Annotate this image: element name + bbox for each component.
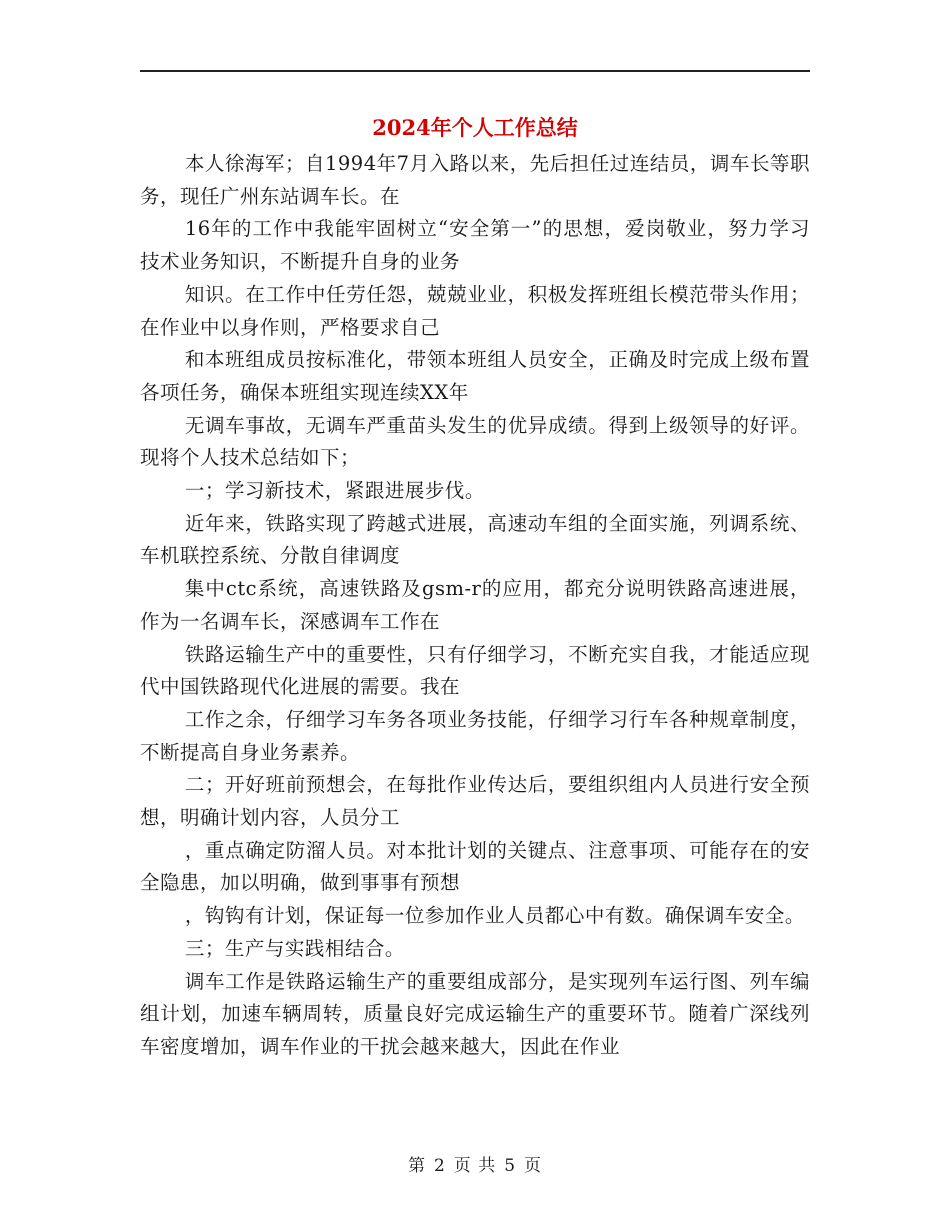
section-heading: 三；生产与实践相结合。 [184,936,405,960]
footer-prefix: 第 [407,1156,426,1176]
paragraph: 工作之余，仔细学习车务各项业务技能，仔细学习行车各种规章制度，不断提高自身业务素养。 [140,707,810,764]
total-pages-number: 5 [504,1156,517,1176]
footer-suffix: 页 [524,1156,543,1176]
footer-middle: 页 共 [453,1156,497,1176]
paragraph: 调车工作是铁路运输生产的重要组成部分，是实现列车运行图、列车编组计划，加速车辆周转，质量良好完成运输生产的重要环节。随着广深线列车密度增加，调车作业的干扰会越来越大，因此在作业 [140,969,810,1058]
paragraph: 无调车事故，无调车严重苗头发生的优异成绩。得到上级领导的好评。现将个人技术总结如下； [140,413,810,470]
paragraph: 和本班组成员按标准化，带领本班组人员安全，正确及时完成上级布置各项任务，确保本班组实现连续XX年 [140,348,810,404]
paragraph: 近年来，铁路实现了跨越式进展，高速动车组的全面实施，列调系统、车机联控系统、分散自律调度 [140,511,810,568]
paragraph: 本人徐海军；自1994年7月入路以来，先后担任过连结员，调车长等职务，现任广州东站调车长。在 [140,152,810,208]
header-rule [140,70,810,72]
paragraph: 集中ctc系统，高速铁路及gsm-r的应用，都充分说明铁路高速进展，作为一名调车长，深感调车工作在 [140,577,810,633]
paragraph: 铁路运输生产中的重要性，只有仔细学习，不断充实自我，才能适应现代中国铁路现代化进展的需要。我在 [140,642,810,699]
section-heading: 二；开好班前预想会，在每批作业传达后，要组织组内人员进行安全预想，明确计划内容，人员分工 [140,773,810,830]
section-heading: 一；学习新技术，紧跟进展步伐。 [184,479,485,503]
paragraph: 知识。在工作中任劳任怨，兢兢业业，积极发挥班组长模范带头作用；在作业中以身作则，严格要求自己 [140,282,810,339]
current-page-number: 2 [433,1156,446,1176]
paragraph: 16年的工作中我能牢固树立“安全第一”的思想，爱岗敬业，努力学习技术业务知识，不断提升自身的业务 [140,217,810,274]
paragraph: ，重点确定防溜人员。对本批计划的关键点、注意事项、可能存在的安全隐患，加以明确，做到事事有预想 [140,838,810,895]
paragraph: ，钩钩有计划，保证每一位参加作业人员都心中有数。确保调车安全。 [184,904,805,928]
page-footer [0,1152,950,1180]
document-title: 2024年个人工作总结 [372,115,578,140]
document-body [140,148,810,1064]
